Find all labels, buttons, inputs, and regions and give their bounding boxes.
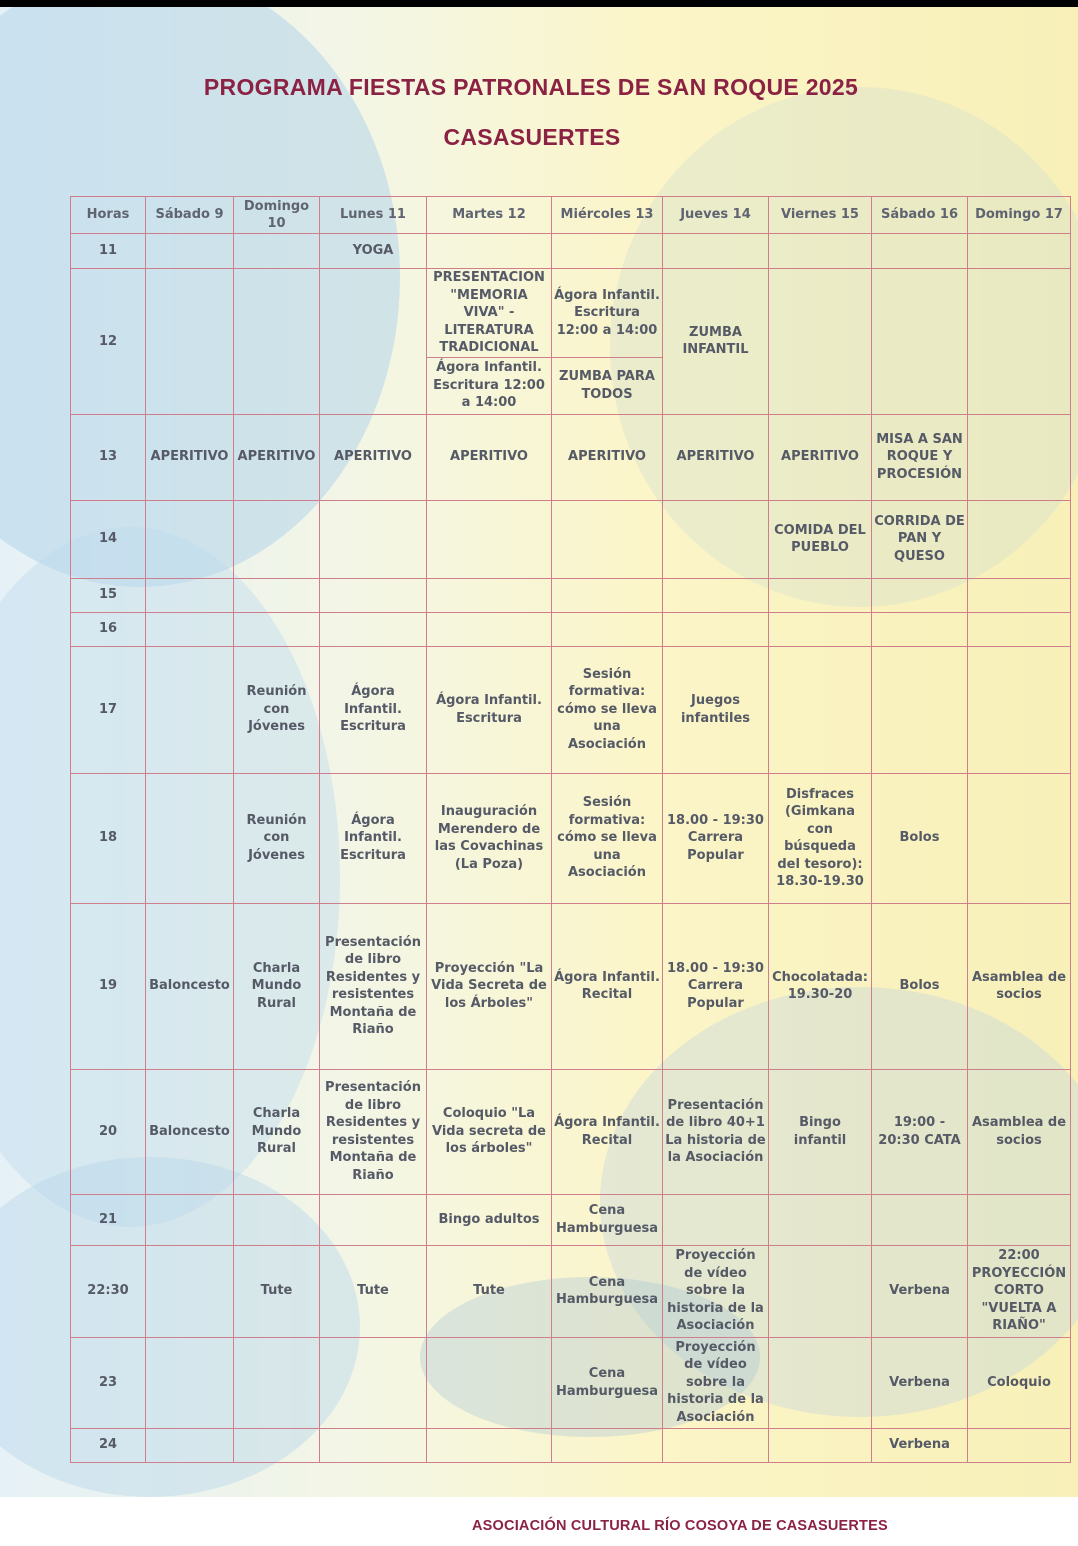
event-cell: Presentación de libro 40+1 La historia de la Asociación <box>663 1069 769 1194</box>
empty-cell <box>968 773 1071 903</box>
row-15 <box>71 578 1071 612</box>
row-18 <box>71 773 1071 903</box>
col-header-martes-12: Martes 12 <box>427 197 552 234</box>
empty-cell <box>663 234 769 269</box>
empty-cell <box>968 269 1071 415</box>
empty-cell <box>146 1194 234 1245</box>
row-11 <box>71 234 1071 269</box>
empty-cell <box>552 234 663 269</box>
event-cell: Asamblea de socios <box>968 903 1071 1069</box>
event-cell: Verbena <box>872 1428 968 1462</box>
row-23 <box>71 1337 1071 1428</box>
event-cell: Baloncesto <box>146 1069 234 1194</box>
empty-cell <box>320 1428 427 1462</box>
event-cell: Juegos infantiles <box>663 646 769 773</box>
event-cell: Charla Mundo Rural <box>234 903 320 1069</box>
empty-cell <box>663 1428 769 1462</box>
empty-cell <box>872 578 968 612</box>
event-cell: Proyección de vídeo sobre la historia de la Asociación <box>663 1245 769 1337</box>
event-cell: Ágora Infantil. Recital <box>552 1069 663 1194</box>
event-cell: Bingo infantil <box>769 1069 872 1194</box>
empty-cell <box>663 612 769 646</box>
empty-cell <box>769 646 872 773</box>
event-cell: Ágora Infantil. Escritura <box>320 773 427 903</box>
event-cell: YOGA <box>320 234 427 269</box>
empty-cell <box>427 578 552 612</box>
hour-cell: 13 <box>71 414 146 500</box>
hour-cell: 11 <box>71 234 146 269</box>
empty-cell <box>427 612 552 646</box>
empty-cell <box>427 1337 552 1428</box>
empty-cell <box>146 500 234 578</box>
event-cell: Sesión formativa: cómo se lleva una Asociación <box>552 773 663 903</box>
row-16 <box>71 612 1071 646</box>
empty-cell <box>769 234 872 269</box>
empty-cell <box>320 1337 427 1428</box>
event-cell: Coloquio <box>968 1337 1071 1428</box>
event-cell: COMIDA DEL PUEBLO <box>769 500 872 578</box>
page-subtitle: CASASUERTES <box>443 124 621 150</box>
row-13 <box>71 414 1071 500</box>
row-22-30 <box>71 1245 1071 1337</box>
event-cell: ZUMBA INFANTIL <box>663 269 769 415</box>
event-cell: 19:00 - 20:30 CATA <box>872 1069 968 1194</box>
empty-cell <box>234 234 320 269</box>
event-cell: APERITIVO <box>663 414 769 500</box>
empty-cell <box>769 269 872 415</box>
event-cell: Presentación de libro Residentes y resistentes Montaña de Riaño <box>320 903 427 1069</box>
hour-cell: 22:30 <box>71 1245 146 1337</box>
event-cell: Asamblea de socios <box>968 1069 1071 1194</box>
empty-cell <box>234 1194 320 1245</box>
event-cell: APERITIVO <box>146 414 234 500</box>
hour-cell: 23 <box>71 1337 146 1428</box>
empty-cell <box>146 612 234 646</box>
event-cell: MISA A SAN ROQUE Y PROCESIÓN <box>872 414 968 500</box>
hour-cell: 14 <box>71 500 146 578</box>
event-cell: Tute <box>320 1245 427 1337</box>
hour-cell: 18 <box>71 773 146 903</box>
event-cell: Ágora Infantil. Recital <box>552 903 663 1069</box>
col-header-domingo-17: Domingo 17 <box>968 197 1071 234</box>
empty-cell <box>234 1337 320 1428</box>
empty-cell <box>968 500 1071 578</box>
empty-cell <box>769 1245 872 1337</box>
hour-cell: 17 <box>71 646 146 773</box>
event-cell: APERITIVO <box>320 414 427 500</box>
empty-cell <box>663 578 769 612</box>
col-header-domingo-10: Domingo 10 <box>234 197 320 234</box>
empty-cell <box>968 1428 1071 1462</box>
event-cell: Ágora Infantil. Escritura 12:00 a 14:00 <box>427 357 552 414</box>
empty-cell <box>769 612 872 646</box>
event-cell: Verbena <box>872 1245 968 1337</box>
event-cell: Chocolatada: 19.30-20 <box>769 903 872 1069</box>
event-cell: Presentación de libro Residentes y resistentes Montaña de Riaño <box>320 1069 427 1194</box>
footer-organization: ASOCIACIÓN CULTURAL RÍO COSOYA DE CASASUERTES <box>472 1518 888 1534</box>
event-cell: Bingo adultos <box>427 1194 552 1245</box>
empty-cell <box>146 773 234 903</box>
empty-cell <box>872 646 968 773</box>
empty-cell <box>552 612 663 646</box>
empty-cell <box>968 234 1071 269</box>
empty-cell <box>769 1337 872 1428</box>
hour-cell: 20 <box>71 1069 146 1194</box>
empty-cell <box>663 1194 769 1245</box>
event-cell: Bolos <box>872 903 968 1069</box>
empty-cell <box>234 1428 320 1462</box>
empty-cell <box>968 612 1071 646</box>
event-cell: ZUMBA PARA TODOS <box>552 357 663 414</box>
event-cell: Verbena <box>872 1337 968 1428</box>
col-header-miercoles-13: Miércoles 13 <box>552 197 663 234</box>
row-24 <box>71 1428 1071 1462</box>
empty-cell <box>552 1428 663 1462</box>
event-cell: Bolos <box>872 773 968 903</box>
empty-cell <box>872 234 968 269</box>
empty-cell <box>146 269 234 415</box>
empty-cell <box>769 578 872 612</box>
event-cell: Cena Hamburguesa <box>552 1337 663 1428</box>
page-title: PROGRAMA FIESTAS PATRONALES DE SAN ROQUE 2025 <box>203 74 859 100</box>
hour-cell: 16 <box>71 612 146 646</box>
empty-cell <box>552 500 663 578</box>
event-cell: Reunión con Jóvenes <box>234 646 320 773</box>
empty-cell <box>872 1194 968 1245</box>
event-cell: Proyección "La Vida Secreta de los Árboles" <box>427 903 552 1069</box>
row-19 <box>71 903 1071 1069</box>
col-header-jueves-14: Jueves 14 <box>663 197 769 234</box>
event-cell: 18.00 - 19:30 Carrera Popular <box>663 773 769 903</box>
empty-cell <box>968 414 1071 500</box>
empty-cell <box>663 500 769 578</box>
col-header-hours: Horas <box>71 197 146 234</box>
empty-cell <box>769 1194 872 1245</box>
empty-cell <box>320 578 427 612</box>
empty-cell <box>769 1428 872 1462</box>
event-cell: Cena Hamburguesa <box>552 1245 663 1337</box>
empty-cell <box>320 1194 427 1245</box>
row-12 <box>71 269 1071 358</box>
empty-cell <box>872 612 968 646</box>
event-cell: APERITIVO <box>552 414 663 500</box>
event-cell: Reunión con Jóvenes <box>234 773 320 903</box>
event-cell: Disfraces (Gimkana con búsqueda del tesoro): 18.30-19.30 <box>769 773 872 903</box>
hour-cell: 19 <box>71 903 146 1069</box>
event-cell: PRESENTACION "MEMORIA VIVA" - LITERATURA TRADICIONAL <box>427 269 552 358</box>
empty-cell <box>146 578 234 612</box>
event-cell: Sesión formativa: cómo se lleva una Asociación <box>552 646 663 773</box>
empty-cell <box>427 500 552 578</box>
empty-cell <box>146 646 234 773</box>
row-17 <box>71 646 1071 773</box>
empty-cell <box>320 269 427 415</box>
event-cell: APERITIVO <box>427 414 552 500</box>
event-cell: Ágora Infantil. Escritura <box>320 646 427 773</box>
event-cell: APERITIVO <box>234 414 320 500</box>
empty-cell <box>234 269 320 415</box>
col-header-lunes-11: Lunes 11 <box>320 197 427 234</box>
hour-cell: 21 <box>71 1194 146 1245</box>
col-header-sabado-9: Sábado 9 <box>146 197 234 234</box>
event-cell: APERITIVO <box>769 414 872 500</box>
empty-cell <box>872 269 968 415</box>
top-bar <box>0 0 1078 7</box>
event-cell: CORRIDA DE PAN Y QUESO <box>872 500 968 578</box>
empty-cell <box>968 578 1071 612</box>
row-14 <box>71 500 1071 578</box>
event-cell: Ágora Infantil. Escritura <box>427 646 552 773</box>
hour-cell: 12 <box>71 269 146 415</box>
empty-cell <box>427 234 552 269</box>
empty-cell <box>234 500 320 578</box>
schedule-table <box>70 196 1071 1463</box>
event-cell: Charla Mundo Rural <box>234 1069 320 1194</box>
col-header-sabado-16: Sábado 16 <box>872 197 968 234</box>
empty-cell <box>552 578 663 612</box>
event-cell: Coloquio "La Vida secreta de los árboles" <box>427 1069 552 1194</box>
empty-cell <box>234 612 320 646</box>
empty-cell <box>146 1428 234 1462</box>
empty-cell <box>146 234 234 269</box>
header-row <box>71 197 1071 234</box>
col-header-viernes-15: Viernes 15 <box>769 197 872 234</box>
empty-cell <box>234 578 320 612</box>
event-cell: Cena Hamburguesa <box>552 1194 663 1245</box>
event-cell: Baloncesto <box>146 903 234 1069</box>
empty-cell <box>968 1194 1071 1245</box>
empty-cell <box>146 1337 234 1428</box>
event-cell: Proyección de vídeo sobre la historia de la Asociación <box>663 1337 769 1428</box>
empty-cell <box>427 1428 552 1462</box>
event-cell: Tute <box>427 1245 552 1337</box>
event-cell: 18.00 - 19:30 Carrera Popular <box>663 903 769 1069</box>
event-cell: Ágora Infantil. Escritura 12:00 a 14:00 <box>552 269 663 358</box>
event-cell: 22:00 PROYECCIÓN CORTO "VUELTA A RIAÑO" <box>968 1245 1071 1337</box>
event-cell: Inauguración Merendero de las Covachinas (La Poza) <box>427 773 552 903</box>
hour-cell: 24 <box>71 1428 146 1462</box>
empty-cell <box>320 612 427 646</box>
row-21 <box>71 1194 1071 1245</box>
empty-cell <box>146 1245 234 1337</box>
empty-cell <box>968 646 1071 773</box>
hour-cell: 15 <box>71 578 146 612</box>
empty-cell <box>320 500 427 578</box>
event-cell: Tute <box>234 1245 320 1337</box>
row-20 <box>71 1069 1071 1194</box>
